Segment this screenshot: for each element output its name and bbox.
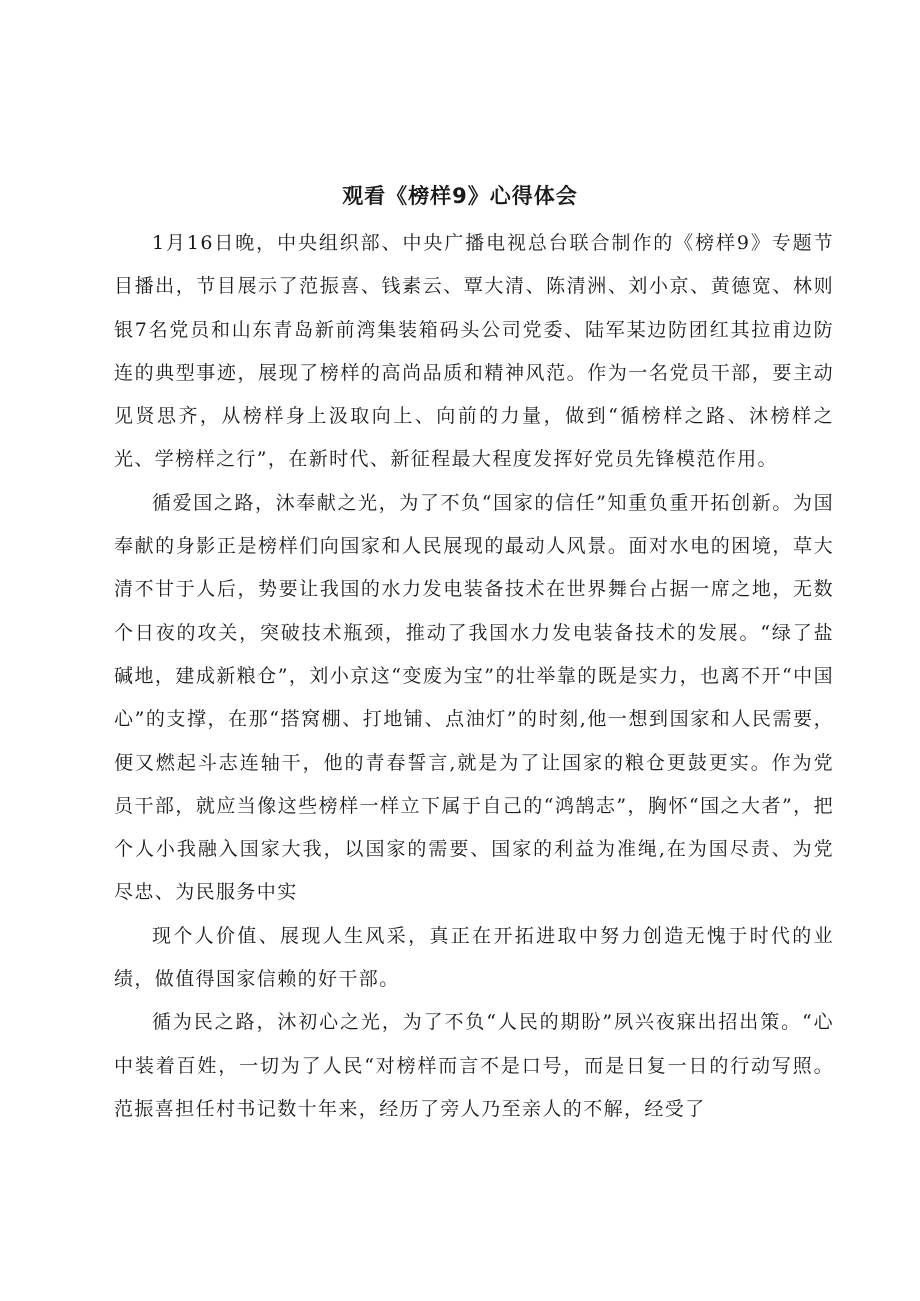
document-body (114, 222, 834, 1131)
paragraph-4: 循为民之路，沐初心之光，为了不负“人民的期盼”夙兴夜寐出招出策。“心中装着百姓，一切为了人民“对榜样而言不是口号，而是日复一日的行动写照。范振喜担任村书记数十年来，经历了旁人乃至亲人的不解，经受了 (114, 1011, 834, 1120)
paragraph-1: 1月16日晚，中央组织部、中央广播电视总台联合制作的《榜样9》专题节目播出，节目展示了范振喜、钱素云、覃大清、陈清洲、刘小京、黄德宽、林则银7名党员和山东青岛新前湾集装箱码头公司党委、陆军某边防团红其拉甫边防连的典型事迹，展现了榜样的高尚品质和精神风范。作为一名党员干部，要主动见贤思齐，从榜样身上汲取向上、向前的力量，做到“循榜样之路、沐榜样之光、学榜样之行”，在新时代、新征程最大程度发挥好党员先锋模范作用。 (114, 232, 834, 471)
paragraph-3: 现个人价值、展现人生风采，真正在开拓进取中努力创造无愧于时代的业绩，做值得国家信赖的好干部。 (114, 924, 834, 991)
document-title: 观看《榜样9》心得体会 (342, 184, 578, 209)
paragraph-2: 循爱国之路，沐奉献之光，为了不负“国家的信任”知重负重开拓创新。为国奉献的身影正是榜样们向国家和人民展现的最动人风景。面对水电的困境，草大清不甘于人后，势要让我国的水力发电装备技术在世界舞台占据一席之地，无数个日夜的攻关，突破技术瓶颈，推动了我国水力发电装备技术的发展。“绿了盐碱地，建成新粮仓”，刘小京这“变废为宝”的壮举靠的既是实力，也离不开“中国心”的支撑，在那“搭窝棚、打地铺、点油灯”的时刻,他一想到国家和人民需要，便又燃起斗志连轴干，他的青春誓言,就是为了让国家的粮仓更鼓更实。作为党员干部，就应当像这些榜样一样立下属于自己的“鸿鹄志”，胸怀“国之大者”，把个人小我融入国家大我，以国家的需要、国家的利益为准绳,在为国尽责、为党尽忠、为民服务中实 (114, 491, 834, 904)
